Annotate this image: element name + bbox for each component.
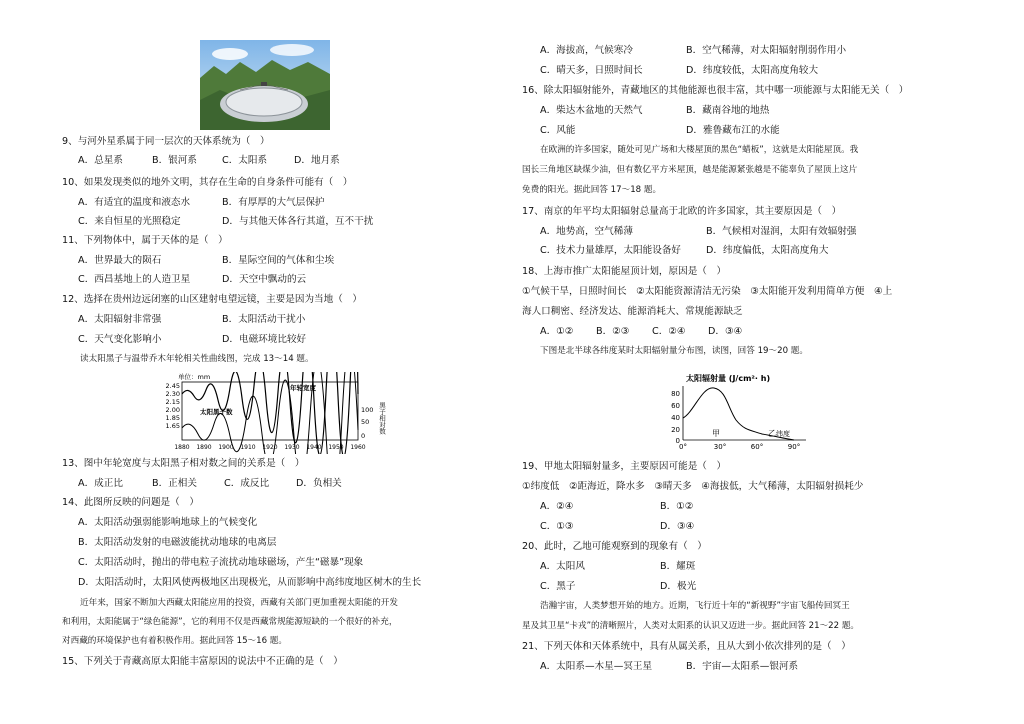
sunspot-label: 太阳黑子数 <box>200 408 233 416</box>
q18-option-c[interactable]: C．②④ <box>652 326 686 337</box>
point-yi: 乙 <box>768 429 776 438</box>
q18-option-d[interactable]: D．③④ <box>708 326 743 337</box>
q18-option-a[interactable]: A．①② <box>540 326 574 337</box>
left-tick: 2.15 <box>165 398 180 406</box>
radiation-chart-title: 太阳辐射量 (J/cm²· h) <box>686 374 771 383</box>
q12-option-c[interactable]: C．天气变化影响小 <box>78 334 162 345</box>
year-tick: 1920 <box>262 444 278 451</box>
q19-stem: 19、甲地太阳辐射量多，主要原因可能是（ ） <box>522 461 727 472</box>
q18-options <box>540 325 742 338</box>
left-tick: 2.00 <box>165 406 180 414</box>
y-tick: 40 <box>671 414 680 422</box>
q16-option-d[interactable]: D．雅鲁藏布江的水能 <box>686 125 780 136</box>
x-tick: 90° <box>787 443 801 451</box>
q9-option-a[interactable]: A．总星系 <box>78 155 123 166</box>
q18-option-b[interactable]: B．②③ <box>596 326 630 337</box>
q12-option-d[interactable]: D．电磁环境比较好 <box>222 334 307 345</box>
passage-21-22-line2: 星及其卫星“卡戎”的清晰照片，人类对太阳系的认识又迈进一步。据此回答 21～22 题。 <box>522 621 860 631</box>
q20-option-d[interactable]: D．极光 <box>660 581 697 592</box>
q15-option-b[interactable]: B．空气稀薄，对太阳辐射削弱作用小 <box>686 45 847 56</box>
q14-stem: 14、此图所反映的问题是（ ） <box>62 497 199 508</box>
q21-stem: 21、下列天体和天体系统中，具有从属关系，且从大到小依次排列的是（ ） <box>522 641 851 652</box>
passage-13-14: 读太阳黑子与温带乔木年轮相关性曲线图，完成 13～14 题。 <box>80 354 314 364</box>
q19-items: ①纬度低 ②距海近，降水多 ③晴天多 ④海拔低，大气稀薄，太阳辐射损耗少 <box>522 481 864 492</box>
q11-options-row2 <box>78 273 306 286</box>
y-tick: 60 <box>671 402 680 410</box>
year-tick: 1900 <box>218 444 234 451</box>
passage-17-18-line2: 国长三角地区缺煤少油，但有数亿平方米屋顶，越是能源紧张越是不能辜负了屋顶上这片 <box>522 165 858 175</box>
sunspot-treering-chart <box>100 372 430 454</box>
q11-options-row1 <box>78 254 334 267</box>
x-tick: 0° <box>679 443 687 451</box>
year-tick: 1880 <box>174 444 190 451</box>
passage-15-16-line2: 和利用，太阳能属于“绿色能源”，它的利用不仅是西藏常规能源短缺的一个很好的补充， <box>62 617 398 627</box>
y-tick: 20 <box>671 426 680 434</box>
year-tick: 1930 <box>284 444 300 451</box>
left-tick: 1.65 <box>165 422 180 430</box>
q9-option-c[interactable]: C．太阳系 <box>222 155 268 166</box>
q13-options <box>78 477 342 490</box>
x-axis-label: 纬度 <box>776 430 790 438</box>
q16-options-row2 <box>540 124 780 137</box>
x-tick: 60° <box>750 443 764 451</box>
left-tick: 2.45 <box>165 382 180 390</box>
q11-option-a[interactable]: A．世界最大的陨石 <box>78 255 162 266</box>
right-tick: 100 <box>361 406 374 414</box>
q11-stem: 11、下列物体中，属于天体的是（ ） <box>62 235 228 246</box>
q9-option-d[interactable]: D．地月系 <box>294 155 340 166</box>
q19-option-d[interactable]: D．③④ <box>660 521 695 532</box>
solar-radiation-chart <box>666 372 836 452</box>
q17-option-d[interactable]: D．纬度偏低，太阳高度角大 <box>706 245 829 256</box>
q9-options <box>78 154 340 167</box>
q19-option-b[interactable]: B．①② <box>660 501 694 512</box>
q12-option-a[interactable]: A．太阳辐射非常强 <box>78 314 162 325</box>
q20-option-c[interactable]: C．黑子 <box>540 581 576 592</box>
passage-21-22-line1: 浩瀚宇宙，人类梦想开始的地方。近期，飞行近十年的“新视野”宇宙飞船传回冥王 <box>540 601 850 611</box>
q10-option-a[interactable]: A．有适宜的温度和液态水 <box>78 197 191 208</box>
tree-ring-label: 年轮宽度 <box>290 384 316 392</box>
year-tick: 1910 <box>240 444 256 451</box>
q13-option-d[interactable]: D．负相关 <box>296 478 342 489</box>
q20-stem: 20、此时，乙地可能观察到的现象有（ ） <box>522 541 707 552</box>
left-tick: 1.85 <box>165 414 180 422</box>
q20-option-b[interactable]: B．耀斑 <box>660 561 696 572</box>
q14-option-a[interactable]: A．太阳活动强弱能影响地球上的气候变化 <box>78 517 258 528</box>
q15-stem: 15、下列关于青藏高原太阳能丰富原因的说法中不正确的是（ ） <box>62 656 343 667</box>
passage-19-20: 下图是北半球各纬度某时太阳辐射量分布图，读图，回答 19～20 题。 <box>540 346 808 356</box>
q18-items-line1: ①气候干旱，日照时间长 ②太阳能资源清洁无污染 ③太阳能开发利用简单方便 ④上 <box>522 286 893 297</box>
q10-options-row2 <box>78 215 373 228</box>
right-axis-title: 黑子相对数 <box>378 402 386 435</box>
q20-option-a[interactable]: A．太阳风 <box>540 561 585 572</box>
q10-option-b[interactable]: B．有厚厚的大气层保护 <box>222 197 325 208</box>
q16-option-b[interactable]: B．藏南谷地的地热 <box>686 105 770 116</box>
year-tick: 1940 <box>306 444 322 451</box>
q15-options-row1 <box>540 44 846 57</box>
y-tick: 80 <box>671 390 680 398</box>
q12-options-row1 <box>78 313 305 326</box>
q15-options-row2 <box>540 64 818 77</box>
q14-option-c[interactable]: C．太阳活动时，抛出的带电粒子流扰动地球磁场，产生“磁暴”现象 <box>78 557 364 568</box>
q19-option-a[interactable]: A．②④ <box>540 501 574 512</box>
q16-stem: 16、除太阳辐射能外，青藏地区的其他能源也很丰富，其中哪一项能源与太阳能无关（ ） <box>522 85 909 96</box>
radio-telescope-photo <box>200 40 330 130</box>
q13-option-a[interactable]: A．成正比 <box>78 478 123 489</box>
q15-option-a[interactable]: A．海拔高，气候寒冷 <box>540 45 633 56</box>
year-tick: 1890 <box>196 444 212 451</box>
q19-option-c[interactable]: C．①③ <box>540 521 574 532</box>
q16-options-row1 <box>540 104 769 117</box>
q17-options-row2 <box>540 244 829 257</box>
q18-stem: 18、上海市推广太阳能屋顶计划，原因是（ ） <box>522 266 727 277</box>
passage-17-18-line3: 免费的阳光。据此回答 17～18 题。 <box>522 185 662 195</box>
q19-options-row1 <box>540 500 693 513</box>
q10-options-row1 <box>78 196 325 209</box>
q12-options-row2 <box>78 333 306 346</box>
q15-option-c[interactable]: C．晴天多，日照时间长 <box>540 65 643 76</box>
q14-option-b[interactable]: B．太阳活动发射的电磁波能扰动地球的电离层 <box>78 537 277 548</box>
passage-17-18-line1: 在欧洲的许多国家，随处可见广场和大楼屋顶的黑色“蜡板”，这就是太阳能屋顶。我 <box>540 145 859 155</box>
q17-option-c[interactable]: C．技术力量雄厚，太阳能设备好 <box>540 245 682 256</box>
q16-option-a[interactable]: A．柴达木盆地的天然气 <box>540 105 643 116</box>
q21-option-b[interactable]: B．宇宙—太阳系—银河系 <box>686 661 799 672</box>
passage-15-16-line1: 近年来，国家不断加大西藏太阳能应用的投资，西藏有关部门更加重视太阳能的开发 <box>80 598 398 608</box>
q10-stem: 10、如果发现类似的地外文明，其存在生命的自身条件可能有（ ） <box>62 177 353 188</box>
q14-option-d[interactable]: D．太阳活动时，太阳风使两极地区出现极光，从而影响中高纬度地区树木的生长 <box>78 577 422 588</box>
q21-options-row1 <box>540 660 798 673</box>
q11-option-d[interactable]: D．天空中飘动的云 <box>222 274 307 285</box>
q20-options-row2 <box>540 580 696 593</box>
q9-option-b[interactable]: B．银河系 <box>152 155 197 166</box>
q13-stem: 13、图中年轮宽度与太阳黑子相对数之间的关系是（ ） <box>62 458 305 469</box>
q11-option-b[interactable]: B．星际空间的气体和尘埃 <box>222 255 335 266</box>
right-tick: 0 <box>361 432 366 440</box>
q11-option-c[interactable]: C．西昌基地上的人造卫星 <box>78 274 191 285</box>
year-tick: 1960 <box>350 444 366 451</box>
passage-15-16-line3: 对西藏的环境保护也有着积极作用。据此回答 15～16 题。 <box>62 636 287 646</box>
q9-stem: 9、与河外星系属于同一层次的天体系统为（ ） <box>62 136 270 147</box>
q10-option-c[interactable]: C．来自恒星的光照稳定 <box>78 216 181 227</box>
q17-option-a[interactable]: A．地势高，空气稀薄 <box>540 226 633 237</box>
chart-unit: 单位：mm <box>178 373 211 381</box>
q17-option-b[interactable]: B．气候相对湿润，太阳有效辐射强 <box>706 226 857 237</box>
left-tick: 2.30 <box>165 390 180 398</box>
q17-stem: 17、南京的年平均太阳辐射总量高于北欧的许多国家，其主要原因是（ ） <box>522 206 842 217</box>
q17-options-row1 <box>540 225 857 238</box>
q20-options-row1 <box>540 560 695 573</box>
year-tick: 1950 <box>328 444 344 451</box>
q13-option-b[interactable]: B．正相关 <box>152 478 197 489</box>
q12-option-b[interactable]: B．太阳活动干扰小 <box>222 314 306 325</box>
y-tick: 0 <box>675 437 680 445</box>
x-tick: 30° <box>713 443 727 451</box>
q21-option-a[interactable]: A．太阳系—木星—冥王星 <box>540 661 653 672</box>
q18-items-line2: 海人口稠密、经济发达、能源消耗大、常规能源缺乏 <box>522 306 743 317</box>
q13-option-c[interactable]: C．成反比 <box>224 478 270 489</box>
q12-stem: 12、选择在贵州边远闭塞的山区建射电望远镜，主要是因为当地（ ） <box>62 294 363 305</box>
q15-option-d[interactable]: D．纬度较低，太阳高度角较大 <box>686 65 819 76</box>
point-jia: 甲 <box>712 429 720 438</box>
q19-options-row2 <box>540 520 694 533</box>
q16-option-c[interactable]: C．风能 <box>540 125 576 136</box>
right-tick: 50 <box>361 418 370 426</box>
q10-option-d[interactable]: D．与其他天体各行其道，互不干扰 <box>222 216 374 227</box>
